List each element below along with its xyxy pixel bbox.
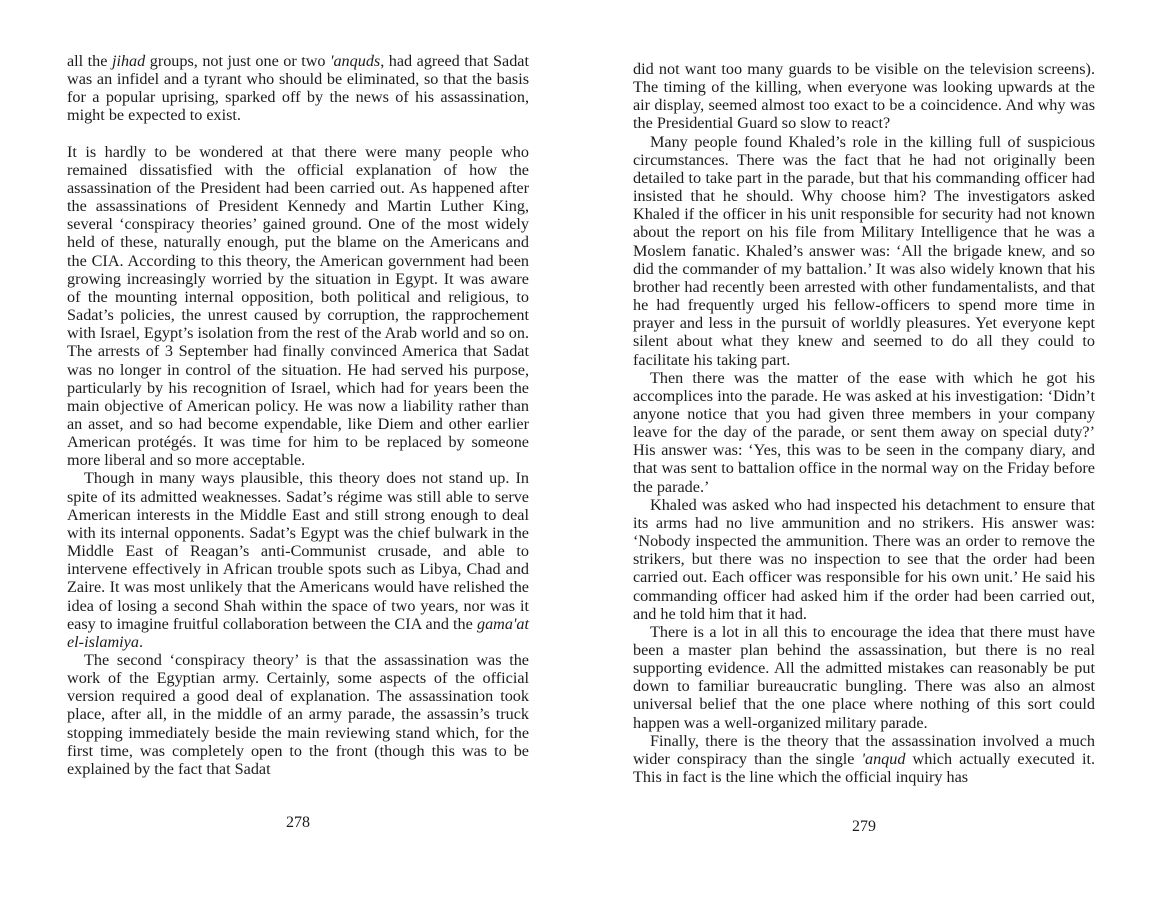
text-run: Though in many ways plausible, this theory does not stand up. In spite of its admitted weaknesses. Sadat’s régime was still able to serve American interests in the Middle East and still strong enough to deal with its internal opponents. Sadat’s Egypt was the chief bulwark in the Middle East of Reagan’s anti-Communist crusade, and able to intervene effectively in African trouble spots such as Libya, Chad and Zaire. It was most unlikely that the Americans would have relished the idea of losing a second Shah within the space of two years, nor was it easy to imagine fruitful collaboration between the CIA and the bbox=[67, 469, 529, 633]
left-paragraph-2 bbox=[67, 143, 529, 470]
italic-text: 'anqud bbox=[861, 749, 906, 768]
left-paragraph-1 bbox=[67, 52, 529, 125]
right-page-number: 279 bbox=[852, 818, 876, 835]
text-run: It is hardly to be wondered at that there were many people who remained dissatisfied with the official explanation of how the assassination of the President had been carried out. As happened after the assassinations of President Kennedy and Martin Luther King, several ‘conspiracy theories’ gained ground. One of the most widely held of these, naturally enough, put the blame on the Americans and the CIA. According to this theory, the American government had been growing increasingly worried by the situation in Egypt. It was aware of the mounting internal opposition, both political and religious, to Sadat’s policies, the unrest caused by corruption, the rapprochement with Israel, Egypt’s isolation from the rest of the Arab world and so on. The arrests of 3 September had finally convinced America that Sadat was no longer in control of the situation. He had served his purpose, particularly by his recognition of Israel, which had for years been the main objective of American policy. He was now a liability rather than an asset, and so had become expendable, like Diem and other earlier American protégés. It was time for him to be replaced by someone more liberal and so more acceptable. bbox=[67, 142, 529, 470]
text-run: Then there was the matter of the ease with which he got his accomplices into the parade. He was asked at his investigation: ‘Didn’t anyone notice that you had given three members in your company leave for the day of the parade, or sent them away on special duty?’ His answer was: ‘Yes, this was to be seen in the company diary, and that was sent to battalion office in the normal way on the Friday before the parade.’ bbox=[633, 368, 1095, 496]
left-page-number: 278 bbox=[286, 814, 310, 831]
right-paragraph-6 bbox=[633, 732, 1095, 786]
italic-text: 'anquds bbox=[330, 52, 381, 70]
right-page-text bbox=[633, 60, 1095, 786]
left-paragraph-3 bbox=[67, 469, 529, 651]
text-run: . bbox=[138, 632, 143, 651]
text-run: all the bbox=[67, 52, 112, 70]
right-paragraph-4 bbox=[633, 496, 1095, 623]
right-paragraph-1 bbox=[633, 60, 1095, 133]
text-run: , had agreed that Sadat was an infidel and a tyrant who should be eliminated, so that the basis for a popular uprising, sparked off by the news of his assassination, might be expected to exist. bbox=[67, 52, 529, 125]
italic-text: jihad bbox=[111, 52, 146, 70]
text-run: Finally, there is the theory that the assassination involved a much wider conspiracy than the single bbox=[633, 731, 1095, 768]
right-paragraph-5 bbox=[633, 623, 1095, 732]
italic-text: gama'at el-islamiya bbox=[67, 614, 529, 651]
text-run: groups, not just one or two bbox=[145, 52, 330, 70]
right-paragraph-2 bbox=[633, 133, 1095, 369]
text-run: Khaled was asked who had inspected his detachment to ensure that its arms had no live ammunition and no strikers. His answer was: ‘Nobody inspected the ammunition. There was an order to remove the strikers, but there was no inspection to see that the order had been carried out. Each officer was responsible for his own unit.’ He said his commanding officer had asked him if the order had been carried out, and he told him that it had. bbox=[633, 495, 1095, 623]
text-run: which actually executed it. This in fact is the line which the official inquiry has bbox=[633, 749, 1095, 787]
text-run: did not want too many guards to be visible on the television screens). The timing of the killing, when everyone was looking upwards at the air display, seemed almost too exact to be a coincidence. And why was the Presidential Guard so slow to react? bbox=[633, 60, 1095, 133]
left-page-text bbox=[67, 52, 529, 778]
left-paragraph-4 bbox=[67, 651, 529, 778]
text-run: There is a lot in all this to encourage the idea that there must have been a master plan behind the assassination, but there is no real supporting evidence. All the admitted mistakes can reasonably be put down to familiar bureaucratic bungling. There was also an almost universal belief that the one place where nothing of this sort could happen was a well-organized military parade. bbox=[633, 622, 1095, 732]
right-paragraph-3 bbox=[633, 369, 1095, 496]
text-run: Many people found Khaled’s role in the killing full of suspicious circumstances. There was the fact that he had not originally been detailed to take part in the parade, but that his commanding officer had insisted that he should. Why choose him? The investigators asked Khaled if the officer in his unit responsible for security had not known about the report on his file from Military Intelligence that he was a Moslem fanatic. Khaled’s answer was: ‘All the brigade knew, and so did the commander of my battalion.’ It was also widely known that his brother had recently been arrested with other fundamentalists, and that he had frequently urged his fellow-officers to spend more time in prayer and less in the pursuit of worldly pleasures. Yet everyone kept silent about what they knew and seemed to do all they could to facilitate his taking part. bbox=[633, 132, 1095, 369]
text-run: The second ‘conspiracy theory’ is that the assassination was the work of the Egyptian army. Certainly, some aspects of the official version required a good deal of explanation. The assassination took place, after all, in the middle of an army parade, the assassin’s truck stopping immediately beside the main reviewing stand which, for the first time, was completely open to the front (though this was to be explained by the fact that Sadat bbox=[67, 651, 529, 778]
